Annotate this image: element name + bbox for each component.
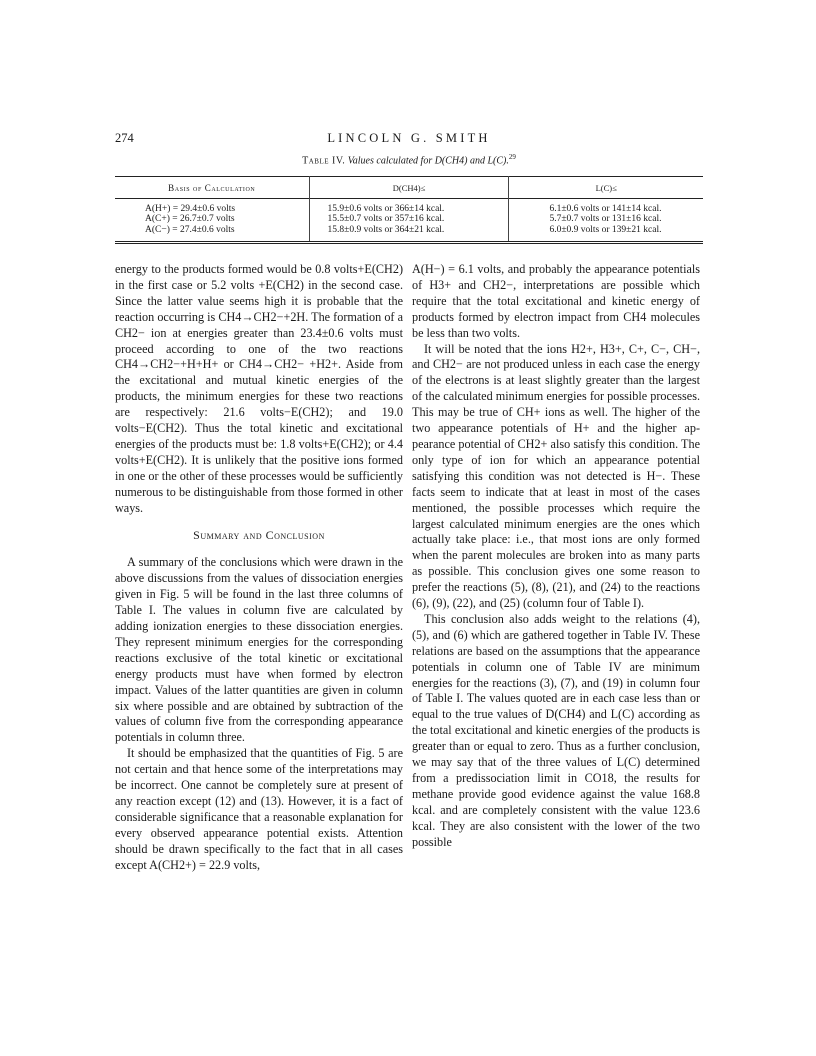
table-row	[115, 225, 703, 243]
column-header-lc: L(C)≤	[509, 177, 703, 199]
table-cell-dch4: 15.9±0.6 volts or 366±14 kcal.	[309, 198, 509, 214]
section-heading: Summary and Conclusion	[193, 527, 325, 542]
page-header	[115, 131, 703, 147]
paragraph: energy to the products formed would be 0.8 volts+E(CH2) in the first case or 5.2 volts +E(CH2) in the second case. Since the latter value seems high it is probable that the reaction occurring is CH4→CH2−+2H. The formation of a CH2− ion at energies greater than 23.4±0.6 volts must proceed according to one of the two reactions CH4→CH2−+H+H+ or CH4→CH2− +H2+. Aside from the excitational and mutual kinetic energies of the products, the minimum energies for these two reactions are respectively: 21.6 volts−E(CH2); and 19.0 volts−E(CH2). Thus the total kinetic and excitational energies of the products must be: 1.8 volts+E(CH2); or 4.4 volts+E(CH2). It is unlikely that the positive ions formed in one or the other of these processes would be sufficiently numerous to be distinguishable from those formed in other ways.	[115, 262, 403, 515]
table-cell-basis: A(C+) = 26.7±0.7 volts	[145, 214, 235, 224]
column-header-dch4: D(CH4)≤	[309, 177, 509, 199]
table-cell-basis: A(C−) = 27.4±0.6 volts	[145, 224, 235, 235]
table-title: Values calculated for D(CH4) and L(C).	[347, 155, 509, 167]
table-row	[115, 198, 703, 214]
table-footnote-ref: 29	[508, 153, 516, 161]
table-label: Table IV.	[302, 155, 346, 167]
table-cell-lc: 5.7±0.7 volts or 131±16 kcal.	[509, 214, 703, 225]
paragraph: A(H−) = 6.1 volts, and probably the appearance potentials of H3+ and CH2−, interpretations are possible which require that the total excitational and kinetic energy of products formed by electron impact from CH4 molecules be less than two volts.	[412, 262, 700, 340]
table-caption	[115, 153, 703, 166]
right-column	[412, 262, 700, 851]
page-number: 274	[115, 131, 134, 145]
table-cell-lc: 6.0±0.9 volts or 139±21 kcal.	[509, 225, 703, 243]
paragraph: It should be emphasized that the quantities of Fig. 5 are not certain and that hence some of the interpretations may be incorrect. One cannot be completely sure at present of any reaction except (12) and (13). However, it is a fact of considerable significance that a reasonable explanation for every observed appearance potential exists. Attention should be drawn specifically to the fact that in all cases except A(CH2+) = 22.9 volts,	[115, 746, 403, 872]
table-cell-dch4: 15.8±0.9 volts or 364±21 kcal.	[309, 225, 509, 243]
running-head: LINCOLN G. SMITH	[327, 131, 491, 145]
table-row	[115, 214, 703, 225]
table-cell-lc: 6.1±0.6 volts or 141±14 kcal.	[509, 198, 703, 214]
table-header-row	[115, 177, 703, 199]
table-cell-basis: A(H+) = 29.4±0.6 volts	[145, 203, 236, 214]
paragraph: This conclusion also adds weight to the relations (4), (5), and (6) which are gathered together in Table IV. These relations are based on the assumptions that the appearance potentials in column one of Table IV are minimum energies for the reactions (3), (7), and (19) in column four of Table I. The values quoted are in each case less than or equal to the true values of D(CH4) and L(C) according as the total excitational and kinetic energies of the products is greater than or equal to zero. Thus as a further conclusion, we may say that of the three values of L(C) determined from a predissociation limit in CO18, the results for methane provide good evidence against the value 168.8 kcal. and are completely consistent with the value 123.6 kcal. They are also consistent with the lower of the two possible	[412, 611, 700, 849]
left-column	[115, 262, 403, 874]
paragraph: A summary of the conclusions which were drawn in the above discussions from the values of dissociation energies given in Fig. 5 will be found in the last three columns of Table I. The values in column five are calculated by adding ionization energies to these dissociation energies. They represent minimum energies for the corresponding reactions exclusive of the total kinetic or excitational energy products must have when formed by electron impact. Values of the latter quantities are given in column six where possible and are obtained by subtraction of the values of column five from the corresponding appearance potentials in column three.	[115, 555, 403, 745]
column-header-basis: Basis of Calculation	[168, 183, 256, 193]
paragraph: It will be noted that the ions H2+, H3+, C+, C−, CH−, and CH2− are not produced unless in each case the energy of the electrons is at least slightly greater than the largest of the calculated minimum energies for possible processes. This may be true of CH+ ions as well. The higher of the two appearance potentials of H+ and the higher appearance potential of CH2+ also satisfy this condition. The only type of ion for which an appearance potential satisfying this condition was not detected is H−. These facts seem to indicate that at least in most of the cases mentioned, the possible processes which require the largest calculated minimum energies are the ones which actually take place: i.e., that most ions are only formed when the parent molecules are broken into as many parts as possible. This conclusion gives one some reason to prefer the reactions (5), (8), (21), and (24) to the reactions (6), (9), (22), and (25) (column four of Table I).	[412, 341, 700, 611]
table-cell-dch4: 15.5±0.7 volts or 357±16 kcal.	[309, 214, 509, 225]
values-table	[115, 176, 703, 244]
